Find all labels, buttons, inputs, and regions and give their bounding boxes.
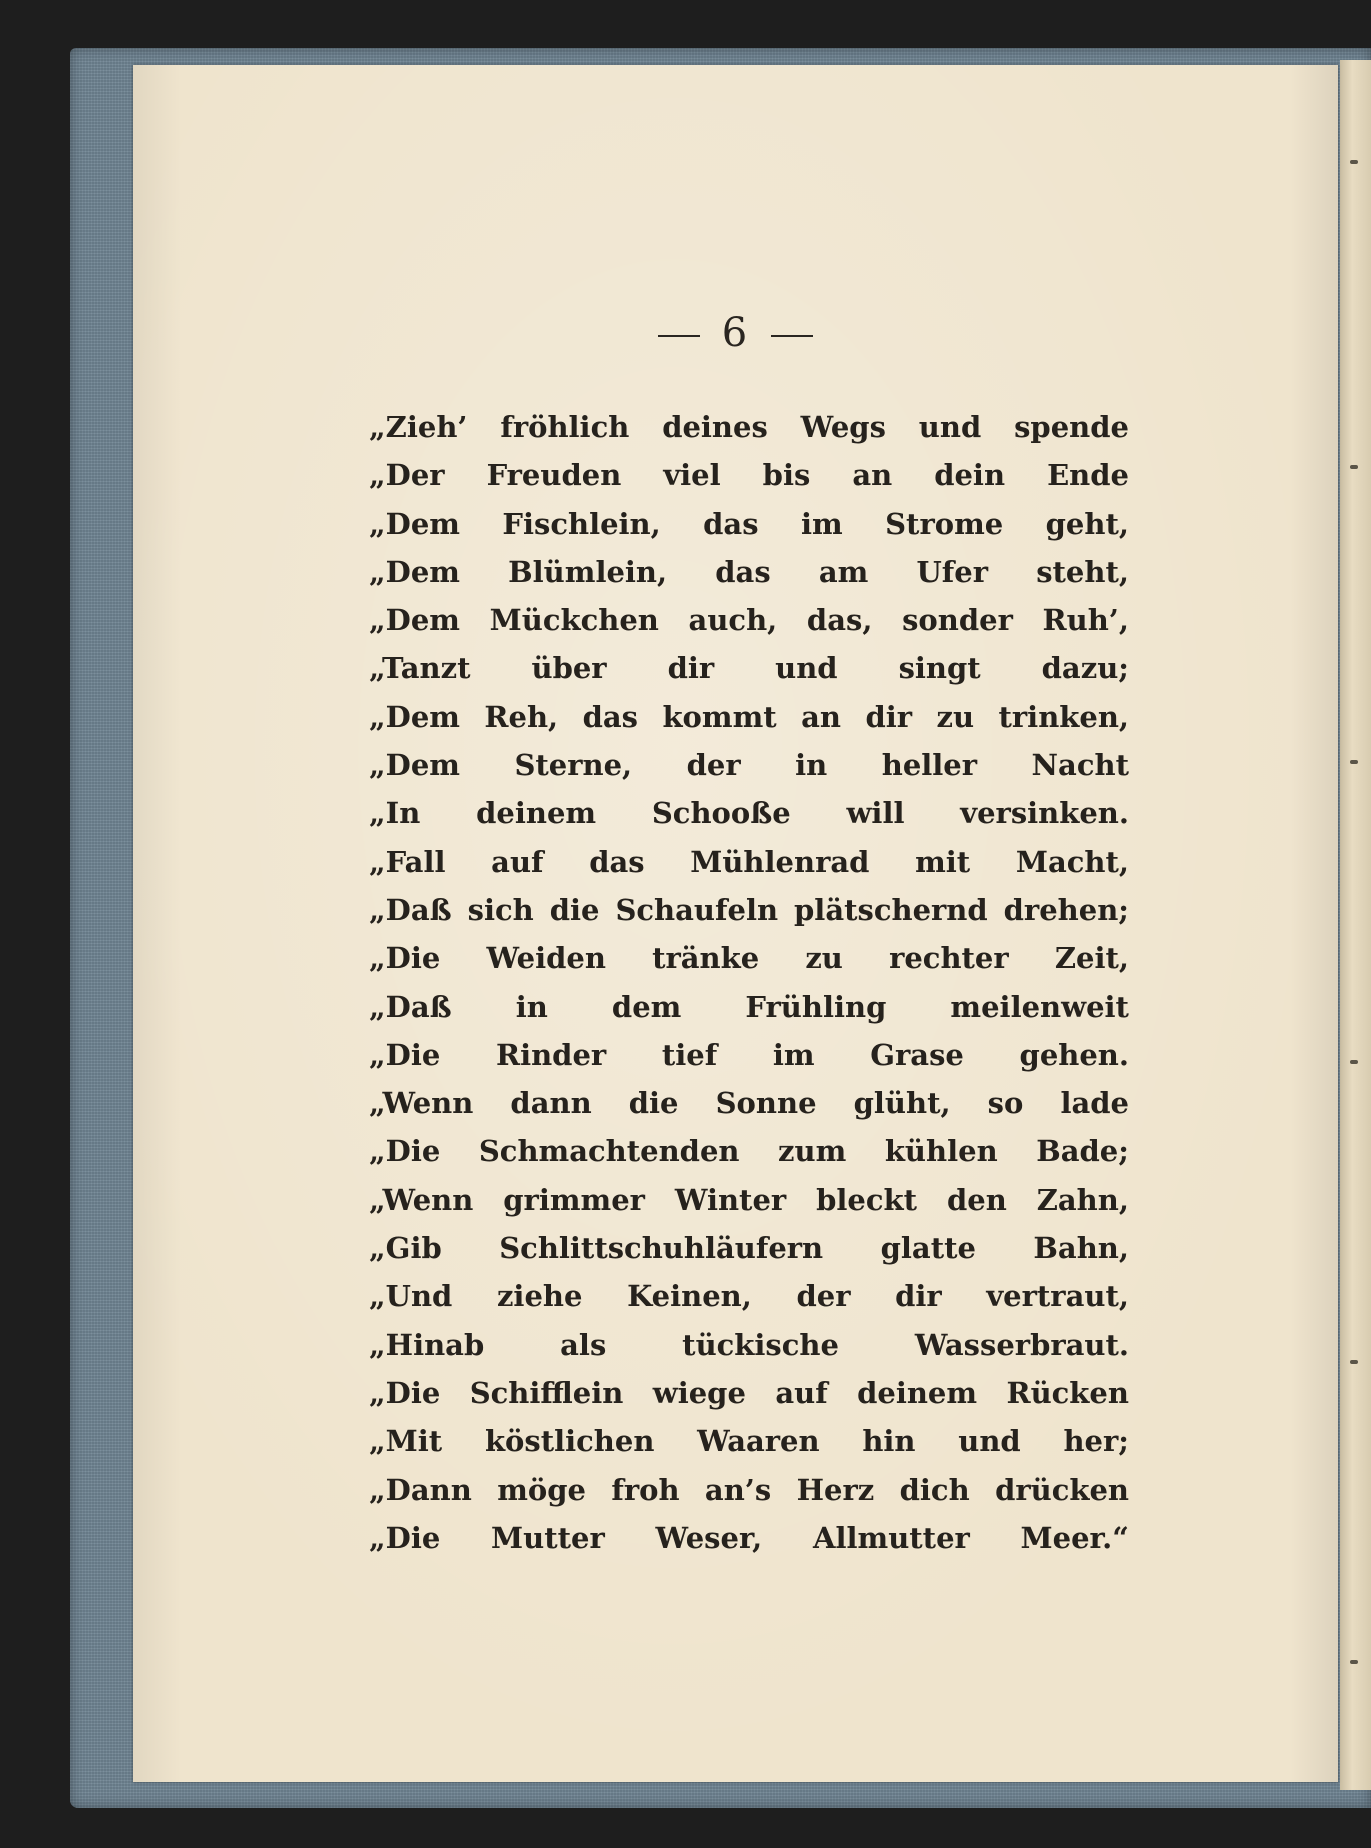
poem-word: das [582, 699, 639, 734]
poem-word: Mühlenrad [690, 844, 870, 879]
poem-word: und [958, 1424, 1021, 1459]
poem-word: bis [762, 458, 811, 493]
poem-word: und [775, 651, 838, 686]
poem-word: „Und [369, 1279, 453, 1314]
poem-line [369, 1272, 1129, 1320]
poem-word: „Dann [369, 1472, 472, 1507]
poem-word: und [918, 410, 982, 444]
poem-word: das [715, 554, 771, 589]
poem-word: auch, [688, 603, 778, 638]
poem-word: dem [611, 989, 682, 1024]
poem-word: Zahn, [1036, 1182, 1129, 1217]
poem-word: „Daß [369, 892, 452, 927]
binding-stitch [1350, 1060, 1358, 1064]
poem-word: Schooße [651, 796, 791, 831]
poem-word: „Tanzt [369, 651, 471, 686]
poem-word: zu [936, 699, 975, 734]
poem-word: „Dem [369, 748, 460, 783]
poem-word: trinken, [998, 699, 1129, 734]
book-page [133, 65, 1338, 1782]
poem-line [369, 451, 1129, 499]
poem-line [369, 886, 1129, 934]
poem-word: tückische [682, 1327, 839, 1362]
poem-word: die [628, 1086, 679, 1121]
poem-word: Bade; [1036, 1134, 1129, 1169]
poem-word: deinem [476, 796, 597, 831]
poem-line [369, 1079, 1129, 1127]
poem-word: im [772, 1037, 815, 1072]
poem-word: meilenweit [950, 989, 1129, 1024]
poem-word: Ruh’, [1042, 603, 1129, 638]
poem-word: hin [862, 1424, 916, 1459]
poem-word: Freuden [486, 458, 622, 493]
poem-word: Fischlein, [502, 506, 661, 541]
poem-word: Rinder [495, 1037, 607, 1072]
poem-word: fröhlich [500, 410, 630, 444]
poem-word: das, [806, 603, 873, 638]
poem-word: „Gib [369, 1231, 442, 1266]
poem-word: sich [467, 892, 534, 927]
poem-word: mit [915, 844, 971, 879]
poem-word: „Die [369, 1520, 441, 1555]
poem-word: Frühling [745, 989, 887, 1024]
poem-word: dazu; [1041, 651, 1129, 686]
poem-word: „Die [369, 941, 441, 976]
poem-word: dein [934, 458, 1006, 493]
binding-stitch [1350, 1660, 1358, 1664]
poem-line [369, 1417, 1129, 1465]
poem-word: Zeit, [1054, 941, 1129, 976]
poem-word: in [515, 989, 548, 1024]
poem-word: Wegs [800, 410, 886, 444]
poem-word: an [801, 699, 841, 734]
poem-line [369, 838, 1129, 886]
poem-word: Winter [674, 1182, 787, 1217]
poem-word: gehen. [1019, 1037, 1129, 1072]
binding-stitch [1350, 760, 1358, 764]
poem-word: „Dem [369, 603, 460, 638]
poem-word: heller [881, 748, 978, 783]
poem-word: in [795, 748, 828, 783]
binding-stitch [1350, 465, 1358, 469]
poem-line [369, 596, 1129, 644]
poem-word: Grase [870, 1037, 964, 1072]
poem-word: Weser, [655, 1520, 763, 1555]
poem-line [369, 983, 1129, 1031]
poem-word: zum [778, 1134, 847, 1169]
poem-word: dir [895, 1279, 942, 1314]
poem-word: Sonne [715, 1086, 817, 1121]
poem-word: Wasserbraut. [914, 1327, 1129, 1362]
poem-word: steht, [1036, 554, 1129, 589]
poem-word: der [796, 1279, 851, 1314]
poem-word: spende [1014, 410, 1129, 444]
poem-word: Herz [796, 1472, 875, 1507]
poem-word: „Daß [369, 989, 452, 1024]
binding-stitch [1350, 1360, 1358, 1364]
poem-word: grimmer [503, 1182, 645, 1217]
poem-word: „Die [369, 1134, 441, 1169]
poem-word: Nacht [1031, 748, 1129, 783]
poem-word: dich [899, 1472, 970, 1507]
poem-word: köstlichen [484, 1424, 655, 1459]
page-number [133, 310, 1338, 356]
poem-word: her; [1063, 1424, 1129, 1459]
poem-word: glatte [880, 1231, 976, 1266]
poem-word: kommt [662, 699, 777, 734]
poem-word: an’s [704, 1472, 772, 1507]
poem-word: „Wenn [369, 1086, 474, 1121]
poem-word: „Mit [369, 1424, 443, 1459]
poem [369, 403, 1129, 1562]
poem-word: tief [661, 1037, 718, 1072]
poem-word: glüht, [853, 1086, 951, 1121]
poem-word: auf [491, 844, 544, 879]
poem-word: der [686, 748, 741, 783]
poem-word: die [549, 892, 600, 927]
page-number-value: 6 [721, 310, 750, 356]
poem-word: „Der [369, 458, 445, 493]
poem-word: dir [667, 651, 715, 686]
poem-word: „Hinab [369, 1327, 485, 1362]
poem-line [369, 403, 1129, 451]
poem-word: „Die [369, 1375, 441, 1410]
poem-line [369, 741, 1129, 789]
poem-word: vertraut, [986, 1279, 1129, 1314]
poem-word: ziehe [496, 1279, 583, 1314]
poem-word: „Dem [369, 506, 460, 541]
poem-word: dir [865, 699, 913, 734]
poem-line [369, 1466, 1129, 1514]
poem-word: so [987, 1086, 1024, 1121]
poem-word: „Dem [369, 554, 460, 589]
poem-line [369, 500, 1129, 548]
poem-word: am [818, 554, 869, 589]
poem-line [369, 1514, 1129, 1562]
poem-line [369, 644, 1129, 692]
poem-word: rechter [889, 941, 1009, 976]
poem-word: wiege [652, 1375, 746, 1410]
poem-word: Meer.“ [1020, 1520, 1129, 1555]
poem-word: zu [805, 941, 843, 976]
binding-stitch [1350, 160, 1358, 164]
poem-word: „Wenn [369, 1182, 474, 1217]
poem-word: Bahn, [1033, 1231, 1129, 1266]
poem-word: Schmachtenden [478, 1134, 740, 1169]
poem-word: Schlittschuhläufern [499, 1231, 824, 1266]
poem-line [369, 1176, 1129, 1224]
poem-word: Ende [1047, 458, 1129, 493]
poem-word: Waaren [697, 1424, 820, 1459]
next-page-edge [1340, 60, 1371, 1790]
dash-right [771, 335, 813, 337]
poem-word: an [852, 458, 893, 493]
poem-word: „Die [369, 1037, 441, 1072]
poem-word: viel [663, 458, 721, 493]
poem-line [369, 1031, 1129, 1079]
poem-word: über [531, 651, 607, 686]
poem-word: das [589, 844, 645, 879]
poem-word: Blümlein, [508, 554, 668, 589]
poem-word: als [560, 1327, 607, 1362]
poem-word: Ufer [916, 554, 989, 589]
poem-line [369, 789, 1129, 837]
poem-word: plätschernd [794, 892, 988, 927]
poem-word: froh [611, 1472, 680, 1507]
poem-word: „Fall [369, 844, 446, 879]
poem-word: dann [510, 1086, 592, 1121]
poem-word: Rücken [1006, 1375, 1129, 1410]
poem-word: den [946, 1182, 1007, 1217]
poem-word: Weiden [486, 941, 606, 976]
poem-word: im [800, 506, 843, 541]
poem-word: drehen; [1003, 892, 1129, 927]
poem-word: „Zieh’ [369, 410, 468, 444]
poem-word: kühlen [884, 1134, 998, 1169]
poem-word: geht, [1045, 506, 1129, 541]
poem-word: drücken [995, 1472, 1129, 1507]
poem-word: „Dem [369, 699, 460, 734]
poem-line [369, 1369, 1129, 1417]
poem-word: Strome [885, 506, 1004, 541]
poem-word: Mutter [491, 1520, 605, 1555]
poem-word: das [703, 506, 759, 541]
poem-word: tränke [652, 941, 760, 976]
poem-word: bleckt [816, 1182, 918, 1217]
poem-line [369, 693, 1129, 741]
poem-word: auf [775, 1375, 828, 1410]
poem-line [369, 1127, 1129, 1175]
poem-word: Schifflein [469, 1375, 624, 1410]
poem-word: deinem [857, 1375, 978, 1410]
poem-word: Keinen, [627, 1279, 752, 1314]
poem-line [369, 548, 1129, 596]
poem-word: will [846, 796, 905, 831]
poem-word: „In [369, 796, 421, 831]
poem-word: Allmutter [812, 1520, 970, 1555]
poem-word: versinken. [960, 796, 1129, 831]
poem-word: Schaufeln [615, 892, 779, 927]
poem-line [369, 934, 1129, 982]
poem-word: sonder [902, 603, 1013, 638]
poem-word: lade [1060, 1086, 1129, 1121]
poem-word: Sterne, [514, 748, 633, 783]
poem-word: Macht, [1015, 844, 1129, 879]
poem-line [369, 1224, 1129, 1272]
poem-word: deines [662, 410, 768, 444]
poem-word: Reh, [484, 699, 559, 734]
poem-line [369, 1321, 1129, 1369]
poem-word: singt [898, 651, 981, 686]
dash-left [658, 335, 700, 337]
poem-word: möge [497, 1472, 586, 1507]
poem-word: Mückchen [489, 603, 659, 638]
